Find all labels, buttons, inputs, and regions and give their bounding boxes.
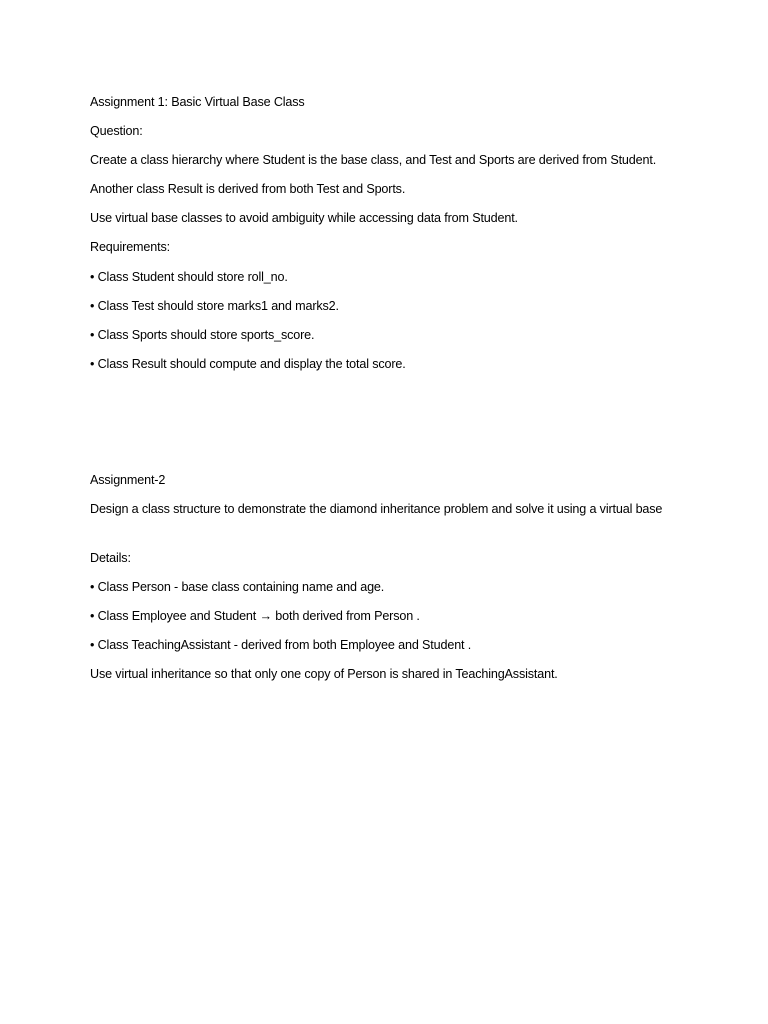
assignment2-title: Assignment-2: [90, 473, 166, 487]
assignment1-requirements-label: Requirements:: [90, 240, 170, 254]
requirement-item: • Class Student should store roll_no.: [90, 270, 288, 284]
assignment1-paragraph-1: Create a class hierarchy where Student is the base class, and Test and Sports are derived from Student.: [90, 153, 657, 167]
detail-item: • Class Person - base class containing name and age.: [90, 580, 385, 594]
assignment1-question-label: Question:: [90, 124, 143, 138]
assignment2-intro: Design a class structure to demonstrate the diamond inheritance problem and solve it using a virtual base: [90, 502, 663, 516]
assignment1-title: Assignment 1: Basic Virtual Base Class: [90, 95, 305, 109]
assignment2-details-label: Details:: [90, 551, 131, 565]
assignment2-closing: Use virtual inheritance so that only one copy of Person is shared in TeachingAssistant.: [90, 667, 558, 681]
requirement-item: • Class Result should compute and display the total score.: [90, 357, 406, 371]
detail-item: • Class TeachingAssistant - derived from both Employee and Student .: [90, 638, 472, 652]
assignment1-paragraph-3: Use virtual base classes to avoid ambiguity while accessing data from Student.: [90, 211, 518, 225]
detail-item: • Class Employee and Student → both derived from Person .: [90, 609, 420, 623]
requirement-item: • Class Test should store marks1 and marks2.: [90, 299, 339, 313]
requirement-item: • Class Sports should store sports_score.: [90, 328, 315, 342]
assignment1-paragraph-2: Another class Result is derived from both Test and Sports.: [90, 182, 406, 196]
